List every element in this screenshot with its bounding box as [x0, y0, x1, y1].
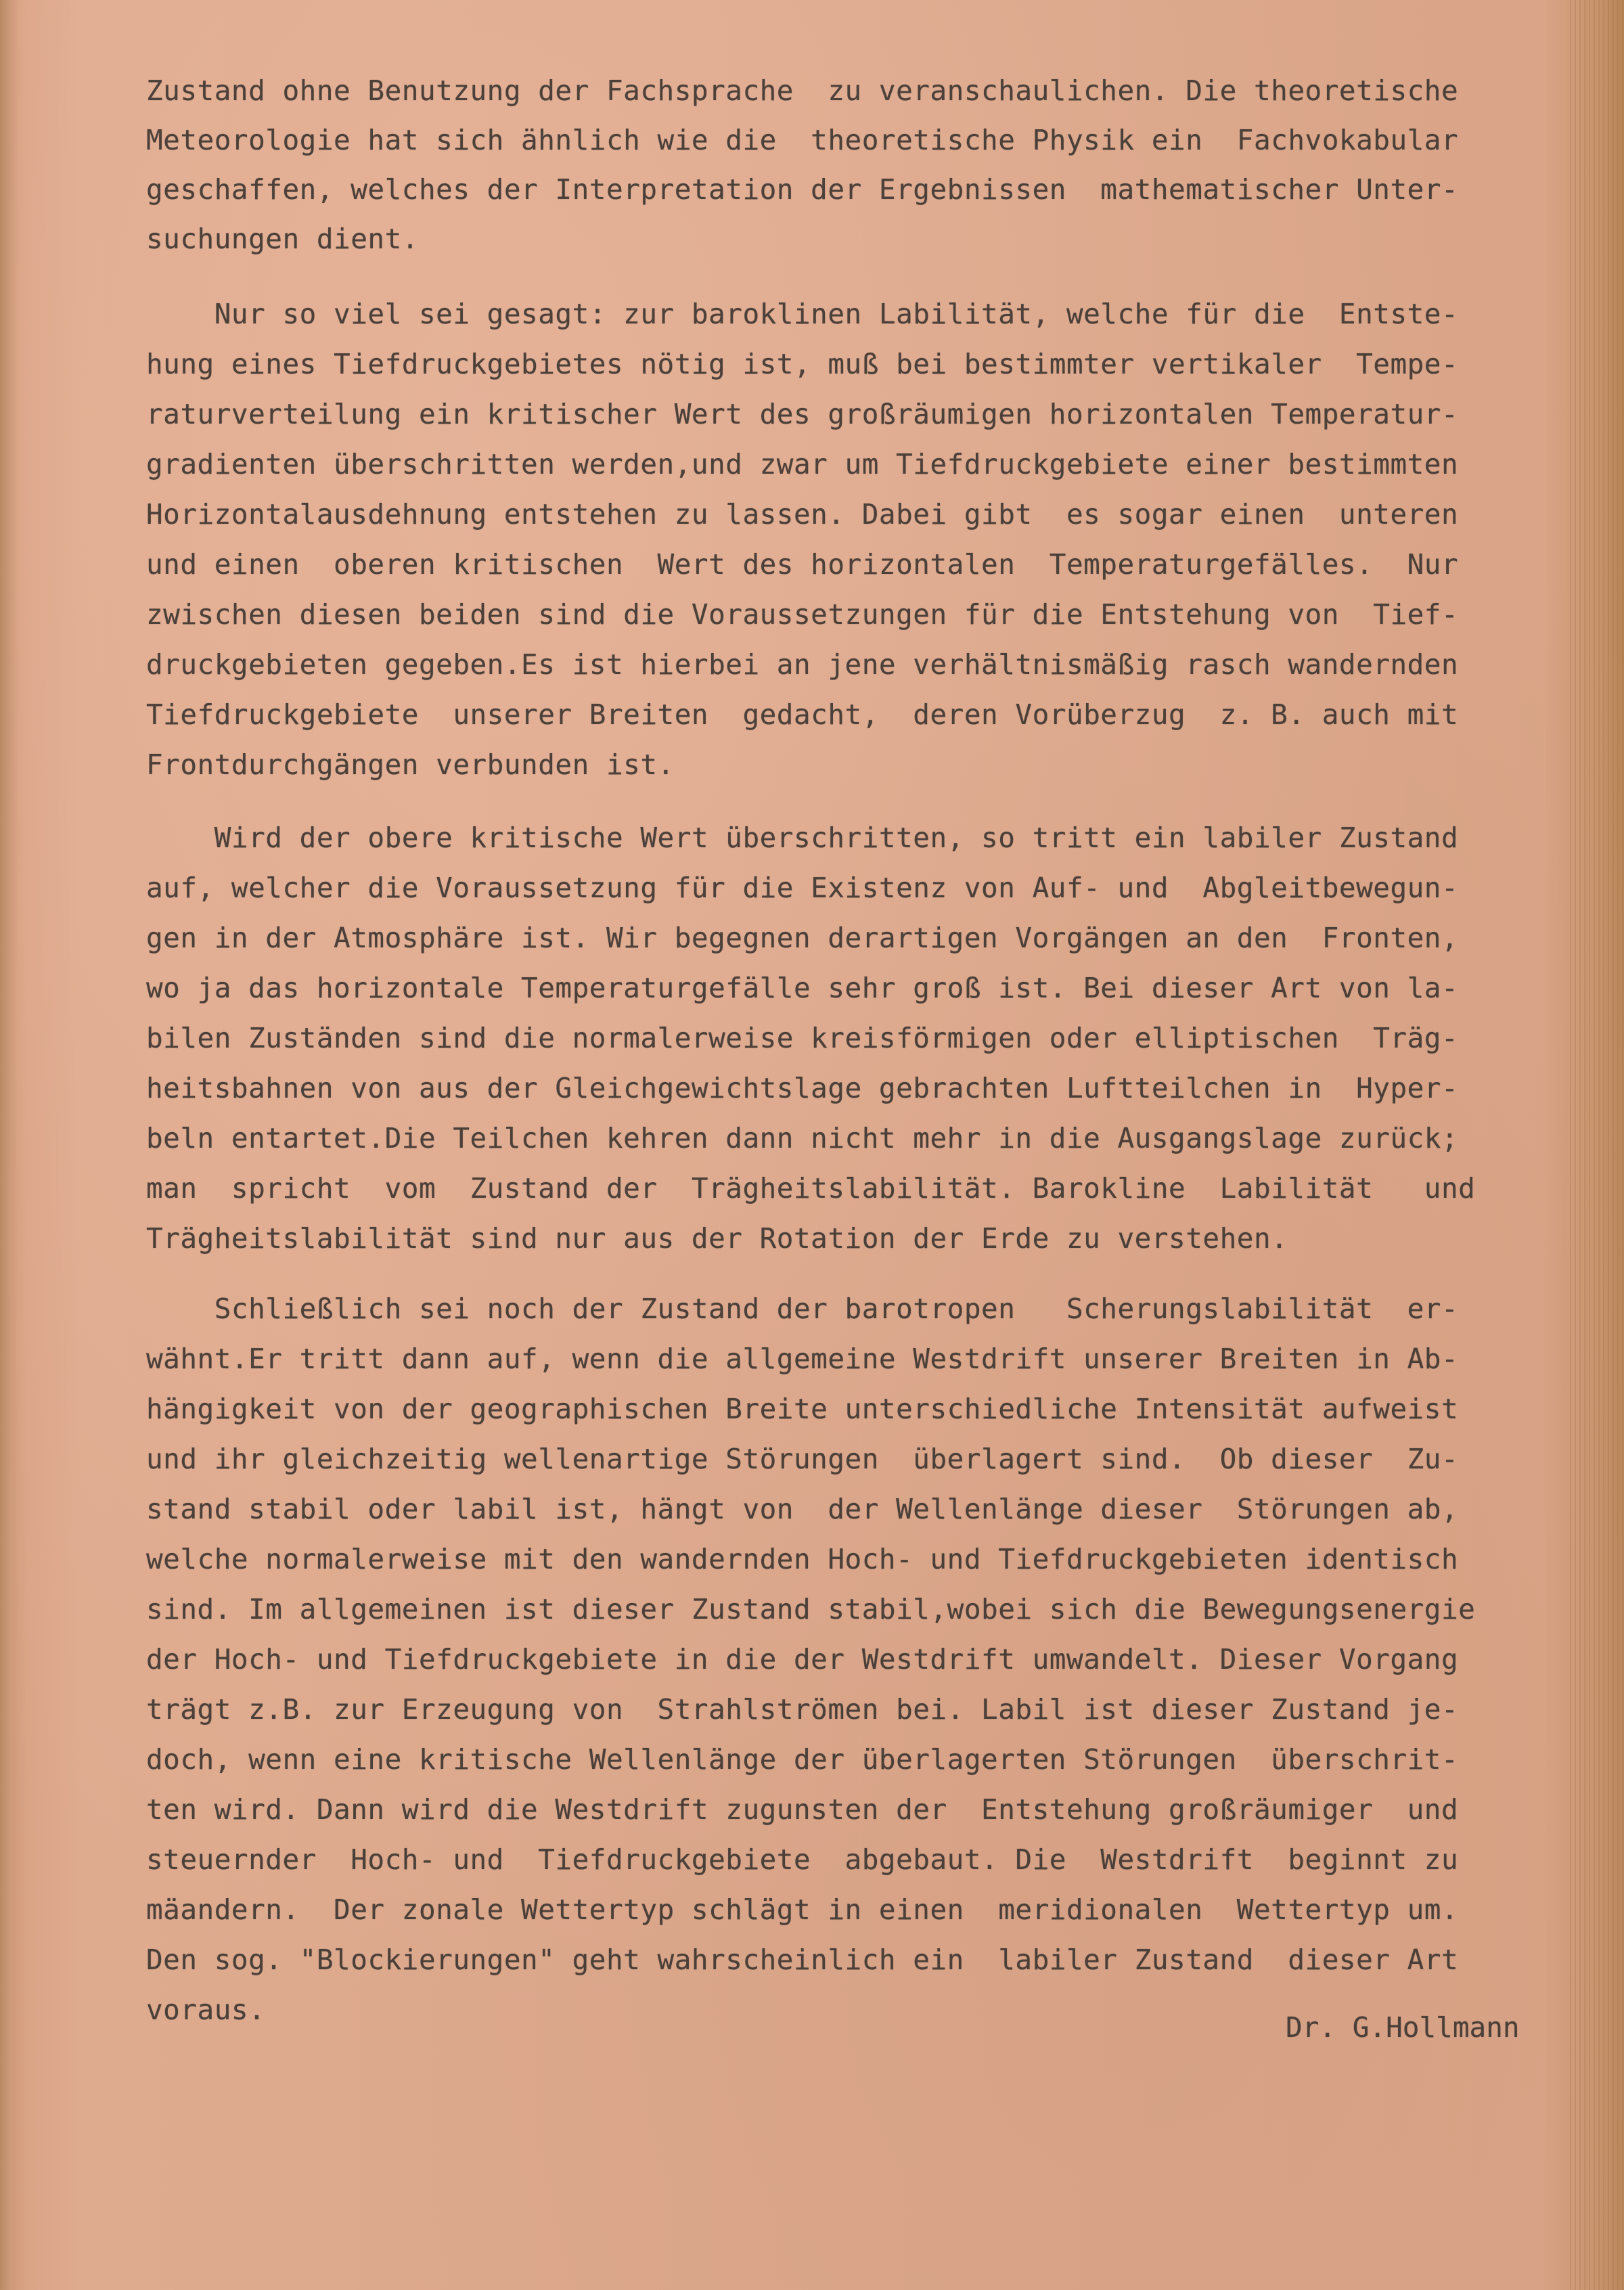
- text-line: und ihr gleichzeitig wellenartige Störungen überlagert sind. Ob dieser Zu-: [146, 1443, 1459, 1475]
- text-line: Wird der obere kritische Wert überschritten, so tritt ein labiler Zustand: [146, 822, 1459, 854]
- text-line: trägt z.B. zur Erzeugung von Strahlströmen bei. Labil ist dieser Zustand je-: [146, 1693, 1459, 1726]
- text-line: wo ja das horizontale Temperaturgefälle sehr groß ist. Bei dieser Art von la-: [146, 972, 1459, 1004]
- text-line: gen in der Atmosphäre ist. Wir begegnen derartigen Vorgängen an den Fronten,: [146, 922, 1459, 954]
- text-line: stand stabil oder labil ist, hängt von der Wellenlänge dieser Störungen ab,: [146, 1493, 1459, 1525]
- text-line: mäandern. Der zonale Wettertyp schlägt in einen meridionalen Wettertyp um.: [146, 1893, 1459, 1926]
- text-line: ten wird. Dann wird die Westdrift zugunsten der Entstehung großräumiger und: [146, 1793, 1459, 1826]
- text-line: hängigkeit von der geographischen Breite unterschiedliche Intensität aufweist: [146, 1393, 1459, 1425]
- paper-right-edge: [1570, 0, 1624, 2290]
- text-line: heitsbahnen von aus der Gleichgewichtslage gebrachten Luftteilchen in Hyper-: [146, 1072, 1459, 1104]
- text-line: zwischen diesen beiden sind die Voraussetzungen für die Entstehung von Tief-: [146, 598, 1459, 631]
- text-line: welche normalerweise mit den wandernden Hoch- und Tiefdruckgebieten identisch: [146, 1543, 1459, 1575]
- text-line: Trägheitslabilität sind nur aus der Rotation der Erde zu verstehen.: [146, 1222, 1288, 1255]
- text-line: Nur so viel sei gesagt: zur baroklinen Labilität, welche für die Entste-: [146, 298, 1459, 330]
- text-line: bilen Zuständen sind die normalerweise kreisförmigen oder elliptischen Träg-: [146, 1022, 1459, 1054]
- text-line: man spricht vom Zustand der Trägheitslabilität. Barokline Labilität und: [146, 1172, 1476, 1205]
- text-line: der Hoch- und Tiefdruckgebiete in die der Westdrift umwandelt. Dieser Vorgang: [146, 1643, 1459, 1676]
- text-line: Meteorologie hat sich ähnlich wie die theoretische Physik ein Fachvokabular: [146, 124, 1459, 156]
- text-line: Frontdurchgängen verbunden ist.: [146, 748, 675, 781]
- author-signature: Dr. G.Hollmann: [1286, 2011, 1520, 2044]
- text-line: Den sog. "Blockierungen" geht wahrscheinlich ein labiler Zustand dieser Art: [146, 1944, 1459, 1976]
- text-line: Zustand ohne Benutzung der Fachsprache zu veranschaulichen. Die theoretische: [146, 74, 1459, 107]
- text-line: sind. Im allgemeinen ist dieser Zustand stabil,wobei sich die Bewegungsenergie: [146, 1593, 1476, 1625]
- text-line: doch, wenn eine kritische Wellenlänge der überlagerten Störungen überschrit-: [146, 1743, 1459, 1776]
- text-line: suchungen dient.: [146, 223, 419, 255]
- text-line: hung eines Tiefdruckgebietes nötig ist, muß bei bestimmter vertikaler Tempe-: [146, 348, 1459, 380]
- text-line: Schließlich sei noch der Zustand der barotropen Scherungslabilität er-: [146, 1293, 1459, 1325]
- text-line: beln entartet.Die Teilchen kehren dann nicht mehr in die Ausgangslage zurück;: [146, 1122, 1459, 1154]
- text-line: geschaffen, welches der Interpretation der Ergebnissen mathematischer Unter-: [146, 173, 1459, 206]
- text-line: und einen oberen kritischen Wert des horizontalen Temperaturgefälles. Nur: [146, 548, 1459, 581]
- paper-left-edge: [0, 0, 18, 2290]
- text-line: Horizontalausdehnung entstehen zu lassen. Dabei gibt es sogar einen unteren: [146, 498, 1459, 531]
- text-line: gradienten überschritten werden,und zwar um Tiefdruckgebiete einer bestimmten: [146, 448, 1459, 480]
- text-line: wähnt.Er tritt dann auf, wenn die allgemeine Westdrift unserer Breiten in Ab-: [146, 1343, 1459, 1375]
- text-line: steuernder Hoch- und Tiefdruckgebiete abgebaut. Die Westdrift beginnt zu: [146, 1843, 1459, 1876]
- text-line: auf, welcher die Voraussetzung für die Existenz von Auf- und Abgleitbewegun-: [146, 872, 1459, 904]
- text-line: voraus.: [146, 1994, 266, 2026]
- text-line: raturverteilung ein kritischer Wert des großräumigen horizontalen Temperatur-: [146, 398, 1459, 430]
- text-line: Tiefdruckgebiete unserer Breiten gedacht, deren Vorüberzug z. B. auch mit: [146, 698, 1459, 731]
- text-line: druckgebieten gegeben.Es ist hierbei an jene verhältnismäßig rasch wandernden: [146, 648, 1459, 681]
